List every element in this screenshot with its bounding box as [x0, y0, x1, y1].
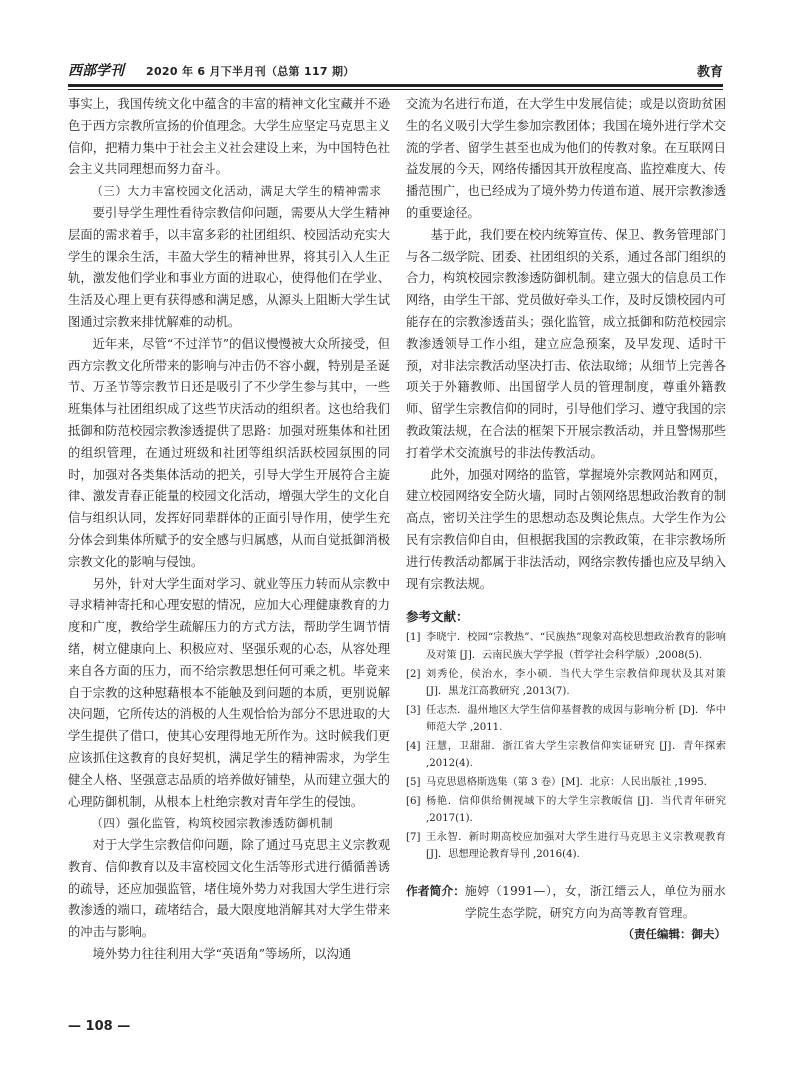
references-title: 参考文献： — [406, 609, 469, 625]
author-bio — [406, 880, 726, 924]
reference-number: [5] — [406, 777, 421, 789]
left-paragraph-4: 另外，针对大学生面对学习、就业等压力转而从宗教中寻求精神寄托和心理安慰的情况，应加大心理健康教育的力度和广度，教给学生疏解压力的方式方法，帮助学生调节情绪，树立健康向上、积极应对、坚强乐观的心态，从容处理来自各方面的压力，而不给宗教思想任何可乘之机。毕竟来自于宗教的这种慰藉根本不能触及到问题的本质，更别说解决问题，它所传达的消极的人生观恰恰为部分不思进取的大学生提供了借口，使其心安理得地无所作为。这时候我们更应该抓住这教育的良好契机，满足学生的精神需求，为学生健全人格、坚强意志品质的培养做好铺垫，从而建立强大的心理防御机制，从根本上杜绝宗教对青年学生的侵蚀。 — [68, 576, 390, 809]
page-header — [68, 58, 723, 82]
reference-item — [406, 793, 726, 828]
reference-number: [2] — [406, 668, 421, 680]
reference-item — [406, 738, 726, 773]
reference-text: 马克思恩格斯选集（第 3 卷）[M]．北京：人民出版社 ,1995. — [426, 777, 707, 789]
left-column — [68, 94, 390, 966]
left-paragraph-3: 近年来，尽管“不过洋节”的倡议慢慢被大众所接受，但西方宗教文化所带来的影响与冲击仍不容小觑，特别是圣诞节、万圣节等宗教节日还是吸引了不少学生参与其中，一些班集体与社团组织成了这些节庆活动的组织者。这也给我们抵御和防范校园宗教渗透提供了思路：加强对班集体和社团的组织管理，在通过班级和社团等组织活跃校园氛围的同时，加强对各类集体活动的把关，引导大学生开展符合主旋律、激发青春正能量的校园文化活动，增强大学生的文化自信与组织认同，发挥好同辈群体的正面引导作用，使学生充分体会到集体所赋予的安全感与归属感，从而自觉抵御消极宗教文化的影响与侵蚀。 — [68, 336, 390, 569]
reference-number: [3] — [406, 704, 421, 716]
page-number: — 108 — — [68, 1019, 131, 1034]
reference-text: 汪慧，卫甜甜．浙江省大学生宗教信仰实证研究 [J]．青年探索 ,2012(4). — [426, 740, 726, 770]
right-paragraph-3: 此外，加强对网络的监管，掌握境外宗教网站和网页，建立校园网络安全防火墙，同时占领网络思想政治教育的制高点，密切关注学生的思想动态及舆论焦点。大学生作为公民有宗教信仰自由，但根据我国的宗教政策，在非宗教场所进行传教活动都属于非法活动，网络宗教传播也应及早纳入现有宗教法规。 — [406, 467, 726, 591]
left-paragraph-2: 要引导学生理性看待宗教信仰问题，需要从大学生精神层面的需求着手，以丰富多彩的社团组织、校园活动充实大学生的课余生活，丰盈大学生的精神世界，将其引入人生正轨，激发他们学业和事业方面的进取心，使得他们在学业、生活及心理上更有获得感和满足感，从源头上阻断大学生试图通过宗教来排忧解难的动机。 — [68, 205, 390, 329]
reference-text: 刘秀伦，侯治水，李小硕．当代大学生宗教信仰现状及其对策 [J]．黑龙江高教研究 ,2013(7). — [426, 668, 726, 698]
section-label: 教育 — [696, 65, 723, 80]
reference-text: 李晓宁．校园“宗教热”、“民族热”现象对高校思想政治教育的影响及对策 [J]．云南民族大学学报（哲学社会科学版）,2008(5). — [426, 632, 726, 661]
author-bio-text: 施婷（1991—），女，浙江缙云人，单位为丽水学院生态学院，研究方向为高等教育管理。 — [465, 884, 726, 921]
journal-logo: 西部学刊 — [68, 63, 124, 79]
left-paragraph-5: 对于大学生宗教信仰问题，除了通过马克思主义宗教观教育、信仰教育以及丰富校园文化生活等形式进行循循善诱的疏导，还应加强监管，堵住境外势力对我国大学生进行宗教渗透的端口，疏堵结合，最大限度地消解其对大学生带来的冲击与影响。 — [68, 838, 390, 940]
right-paragraph-2: 基于此，我们要在校内统筹宣传、保卫、教务管理部门与各二级学院、团委、社团组织的关系，通过各部门组织的合力，构筑校园宗教渗透防御机制。建立强大的信息员工作网络，由学生干部、党员做好牵头工作，及时反馈校园内可能存在的宗教渗透苗头；强化监管，成立抵御和防范校园宗教渗透领导工作小组，建立应急预案，及早发现、适时干预，对非法宗教活动坚决打击、依法取缔；从细节上完善各项关于外籍教师、出国留学人员的管理制度，尊重外籍教师、留学生宗教信仰的同时，引导他们学习、遵守我国的宗教政策法规，在合法的框架下开展宗教活动，并且警惕那些打着学术交流旗号的非法传教活动。 — [406, 227, 726, 460]
reference-number: [6] — [406, 795, 421, 807]
reference-number: [4] — [406, 740, 421, 752]
reference-text: 王永智．新时期高校应加强对大学生进行马克思主义宗教观教育 [J]．思想理论教育导刊 ,2016(4). — [426, 831, 726, 861]
reference-text: 杨艳．信仰供给侧视域下的大学生宗教皈信 [J]．当代青年研究 ,2017(1). — [426, 795, 726, 825]
reference-number: [7] — [406, 831, 421, 843]
reference-number: [1] — [406, 632, 421, 644]
reference-text: 任志杰．温州地区大学生信仰基督教的成因与影响分析 [D]．华中师范大学 ,2011. — [426, 704, 726, 734]
reference-item — [406, 666, 726, 701]
header-rule-thick — [68, 84, 723, 87]
left-paragraph-6: 境外势力往往利用大学“英语角”等场所，以沟通 — [92, 947, 352, 962]
reference-item — [406, 702, 726, 737]
right-column — [406, 94, 726, 944]
reference-item — [406, 774, 726, 792]
references-list — [406, 629, 726, 864]
issue-info: 2020 年 6 月下半月刊（总第 117 期） — [146, 65, 355, 78]
author-bio-label: 作者简介： — [406, 884, 465, 899]
subheading-4: （四）强化监管，构筑校园宗教渗透防御机制 — [91, 816, 334, 831]
left-paragraph-1: 事实上，我国传统文化中蕴含的丰富的精神文化宝藏并不逊色于西方宗教所宣扬的价值理念。大学生应坚定马克思主义信仰，把精力集中于社会主义社会建设上来，为中国特色社会主义共同理想而努力奋斗。 — [68, 97, 390, 177]
header-rule-thin — [68, 89, 723, 90]
reference-item — [406, 829, 726, 864]
right-paragraph-1: 交流为名进行布道，在大学生中发展信徒；或是以资助贫困生的名义吸引大学生参加宗教团体；我国在境外进行学术交流的学者、留学生甚至也成为他们的传教对象。在互联网日益发展的今天，网络传播因其开放程度高、监控难度大、传播范围广，也已经成为了境外势力传道布道、展开宗教渗透的重要途径。 — [406, 97, 726, 220]
subheading-3: （三）大力丰富校园文化活动，满足大学生的精神需求 — [91, 184, 382, 199]
responsible-editor: （责任编辑：御夫） — [622, 927, 726, 942]
reference-item — [406, 629, 726, 664]
